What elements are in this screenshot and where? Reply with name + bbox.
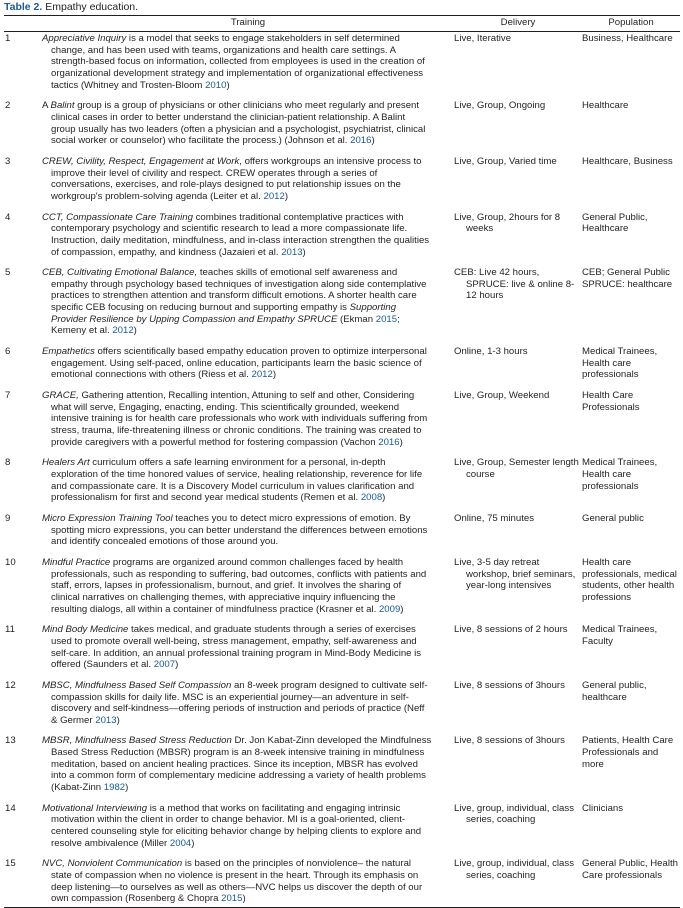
table-row [4, 513, 680, 557]
training-description [42, 32, 454, 101]
program-name: Empathetics [42, 346, 95, 358]
description-text: group is a group of physicians or other clinicians who meet regularly and present clinical cases in order to better understand the clinician-patient relationship. A Balint group usually has two leaders (often a physician and a psychologist, psychiatrist, clinical social worker or counselor) who facilitate the process.) (Johnson et al. [51, 100, 426, 147]
description-text: A [42, 100, 51, 112]
training-description [42, 212, 454, 268]
program-name: Mind Body Medicine [42, 624, 129, 636]
description-text: ) [133, 325, 137, 337]
table-row [4, 212, 680, 268]
delivery-cell [454, 212, 582, 268]
description-text: ) [371, 135, 375, 147]
citation-link[interactable]: 2007 [153, 659, 176, 671]
description-text: is a model that seeks to engage stakeholders in self determined change, and has been used with teams, organizations and health care settings. A strength-based focus on information, collected from employees is used in the creation of organizational development strategy and implementation of organizational effectiveness tactics (Whitney and Trosten-Bloom [51, 33, 425, 91]
row-number: 10 [5, 556, 16, 568]
description-text: ) [272, 369, 277, 381]
row-number: 6 [5, 346, 11, 358]
delivery-text: Live, 8 sessions of 2 hours [454, 624, 568, 636]
description-text: ) [399, 436, 403, 448]
citation-link[interactable]: 2008 [360, 492, 383, 504]
row-number: 12 [5, 679, 16, 691]
program-name: Motivational Interviewing [42, 802, 148, 814]
description-text: Gathering attention, Recalling intention, Attuning to self and other, Considering what will serve, Engaging, enacting, ending. This scientifically grounded, weekend intensive training is for health care professionals who work with individuals suffering from stress, trauma, life-threatening illness or chronic conditions. The training was created to provide caregivers with a powerful method for fostering compassion (Vachon [51, 390, 428, 448]
population-cell: General Public, Healthcare [582, 211, 648, 235]
table-row [4, 156, 680, 212]
delivery-cell [454, 735, 582, 802]
header-delivery: Delivery [500, 17, 536, 28]
delivery-cell [454, 457, 582, 513]
program-name: Appreciative Inquiry [42, 33, 127, 44]
row-number: 7 [5, 390, 11, 402]
training-description [42, 267, 454, 346]
population-cell: Medical Trainees, Health care professionals [582, 457, 658, 492]
population-cell: Medical Trainees, Health care professionals [582, 346, 658, 381]
description-text: ) [175, 659, 179, 671]
description-text: combines traditional contemplative practices with contemporary psychology and scientific research to lead a more compassionate life. Instruction, daily meditation, mindfulness, and in-class interaction strengthen the qualities of compassion, empathy, and kindness (Jazaieri et al. [51, 211, 430, 258]
row-number: 4 [5, 211, 11, 223]
table-row [4, 557, 680, 624]
table-body [4, 32, 680, 908]
delivery-text: CEB: Live 42 hours, SPRUCE: live & online 8-12 hours [454, 267, 575, 302]
table-row [4, 457, 680, 513]
training-description [42, 156, 454, 212]
table-row [4, 32, 680, 101]
population-cell: Business, Healthcare [582, 33, 673, 44]
population-cell: CEB; General Public SPRUCE: healthcare [582, 267, 673, 290]
row-number: 15 [5, 858, 16, 870]
delivery-text: Live, Group, Semester length course [454, 457, 579, 480]
population-cell: Healthcare [582, 100, 629, 112]
row-number: 5 [5, 267, 11, 279]
delivery-text: Live, Group, 2hours for 8 weeks [454, 211, 561, 235]
description-text: curriculum offers a safe learning environment for a personal, in-depth exploration of the time honored values of service, healing relationship, reverence for life and compassionate care. It is a Discovery Model curriculum in values clarification and professionalism for first and second year medical students (Remen et al. [51, 457, 423, 504]
delivery-text: Live, 3-5 day retreat workshop, brief seminars, year-long intensives [454, 556, 576, 592]
training-description [42, 858, 454, 907]
description-text: ) [226, 79, 230, 91]
population-cell: General public, healthcare [582, 679, 647, 703]
row-number: 1 [5, 33, 11, 44]
population-cell: General Public, Health Care professionals [582, 858, 678, 882]
delivery-text: Live, group, individual, class series, coaching [454, 802, 574, 826]
population-cell: General public [582, 512, 644, 524]
description-text: programs are organized around common challenges faced by health professionals, such as responding to suffering, bad outcomes, conflicts with patients and staff, errors, lapses in professionalism, burnout, and grief. It involves the sharing of clinical narratives on challenging themes, with appreciative inquiry influencing the resulting dialogs, all within a container of mindfulness practice (Krasner et al. [51, 556, 427, 615]
delivery-text: Live, Group, Varied time [454, 155, 557, 167]
delivery-cell [454, 624, 582, 680]
description-text: ) [125, 782, 129, 794]
program-name: CREW, Civility, Respect, Engagement at Work [42, 155, 240, 167]
row-number: 9 [5, 512, 11, 524]
table-row [4, 624, 680, 680]
delivery-cell [454, 156, 582, 212]
table-caption-label: Table 2. [4, 1, 43, 13]
delivery-text: Live, 8 sessions of 3hours [454, 679, 565, 691]
training-description [42, 735, 454, 802]
description-text: ) [191, 837, 195, 849]
description-text: ) [284, 190, 289, 202]
delivery-text: Live, Group, Ongoing [454, 100, 546, 112]
training-description [42, 680, 454, 736]
description-text: ; Kemeny et al. [51, 313, 400, 337]
citation-link[interactable]: 2010 [205, 79, 227, 91]
citation-link[interactable]: 2004 [169, 837, 192, 849]
row-number: 3 [5, 155, 11, 167]
training-description [42, 557, 454, 624]
table-row [4, 803, 680, 859]
program-name: Mindful Practice [42, 556, 111, 568]
delivery-text: Live, Iterative [454, 33, 512, 44]
table-row [4, 346, 680, 390]
description-text: an 8-week program designed to cultivate self-compassion skills for daily life. MSC is an experiential journey—an adventure in self-discovery and self-kindness—offering periods of instruction and periods of practice (Neff & Germer [51, 679, 428, 726]
table-header-row [4, 16, 680, 32]
training-description [42, 346, 454, 390]
description-text: takes medical, and graduate students through a series of exercises used to promote overall well-being, stress management, empathy, self-awareness and self-care. In addition, an annual professional training program in Mind-Body Medicine is offered (Saunders et al. [51, 624, 422, 671]
program-name: MBSR, Mindfulness Based Stress Reduction [42, 735, 232, 747]
citation-link[interactable]: 2015 [221, 893, 243, 905]
description-text: (Ekman [337, 313, 376, 325]
training-description [42, 803, 454, 859]
program-name: CCT, Compassionate Care Training [42, 211, 193, 223]
population-cell: Health Care Professionals [582, 390, 640, 413]
empathy-education-table [4, 15, 680, 908]
training-description [42, 457, 454, 513]
row-number: 14 [5, 802, 16, 814]
delivery-cell [454, 513, 582, 557]
table-row [4, 858, 680, 907]
citation-link[interactable]: 2012 [263, 190, 285, 202]
delivery-cell [454, 557, 582, 624]
delivery-cell [454, 32, 582, 101]
population-cell: Clinicians [582, 802, 624, 814]
table-caption-text: Empathy education. [45, 1, 139, 13]
description-text: ) [382, 492, 386, 504]
description-text: teaches you to detect micro expressions of emotion. By spotting micro expressions, you can better understand the differences between emotions and identify concealed emotions of those around you. [51, 512, 428, 548]
citation-link[interactable]: 2016 [350, 135, 372, 147]
delivery-cell [454, 858, 582, 907]
table-caption [4, 0, 680, 15]
description-text: ) [116, 714, 120, 726]
citation-link[interactable]: 2015 [375, 313, 398, 325]
description-text: offers scientifically based empathy education proven to optimize interpersonal engagement. Using self-paced, online education, participants learn the basic science of emotional connections with others (Riess et al. [51, 346, 427, 381]
program-name: Healers Art [42, 457, 90, 469]
description-text: teaches skills of emotional self awareness and empathy through psychology based techniques of investigation along side contemplative practices to strengthen attention and transform difficult emotions. A shorter health care specific CEB focusing on reducing burnout and supporting empathy is [51, 267, 427, 314]
population-cell: Health care professionals, medical students, other health professions [582, 556, 677, 603]
citation-link[interactable]: 2009 [378, 603, 401, 615]
program-name: CEB, Cultivating Emotional Balance, [42, 267, 198, 279]
row-number: 13 [5, 735, 16, 747]
delivery-cell [454, 803, 582, 859]
program-name: Balint [50, 100, 75, 112]
description-text: , offers workgroups an intensive process to improve their level of civility and respect. CREW operates through a series of conversations, exercises, and role-plays designed to put relationship issues on the workgroup's problem-solving agenda (Leiter et al. [51, 155, 422, 202]
citation-link[interactable]: 2016 [378, 436, 400, 448]
program-name: MBSC, Mindfulness Based Self Compassion [42, 679, 232, 691]
delivery-cell [454, 680, 582, 736]
table-row [4, 100, 680, 156]
program-name: GRACE, [42, 390, 79, 402]
description-text: is based on the principles of nonviolence– the natural state of compassion when no violence is present in the heart. Through its emphasis on deep listening—to ourselves as well as others—NVC helps us discover the depth of our own compassion (Rosenberg & Chopra [51, 858, 423, 905]
citation-link[interactable]: 2012 [251, 369, 273, 381]
citation-link[interactable]: 2013 [95, 714, 117, 726]
header-number [4, 16, 42, 32]
population-cell: Healthcare, Business [582, 155, 673, 167]
description-text: ) [400, 603, 404, 615]
row-number: 2 [5, 100, 11, 112]
table-row [4, 267, 680, 346]
delivery-cell [454, 100, 582, 156]
program-name: NVC, Nonviolent Communication [42, 858, 183, 870]
delivery-cell [454, 390, 582, 457]
header-training: Training [230, 17, 266, 28]
citation-link[interactable]: 2013 [281, 246, 303, 258]
delivery-cell [454, 267, 582, 346]
population-cell: Patients, Health Care Professionals and more [582, 735, 674, 770]
delivery-text: Live, 8 sessions of 3hours [454, 735, 565, 747]
description-text: ) [242, 893, 246, 905]
delivery-text: Online, 75 minutes [454, 512, 534, 524]
delivery-text: Live, group, individual, class series, coaching [454, 858, 574, 882]
delivery-text: Live, Group, Weekend [454, 390, 550, 402]
training-description [42, 100, 454, 156]
row-number: 8 [5, 457, 11, 469]
row-number: 11 [5, 624, 15, 636]
description-text: ) [302, 246, 306, 258]
training-description [42, 513, 454, 557]
citation-link[interactable]: 1982 [103, 782, 126, 794]
delivery-cell [454, 346, 582, 390]
delivery-text: Online, 1-3 hours [454, 346, 528, 358]
training-description [42, 624, 454, 680]
description-text: Dr. Jon Kabat-Zinn developed the Mindfulness Based Stress Reduction (MBSR) program is an 8-week intensive training in mindfulness meditation, based on ancient healing practices. Since its inception, MBSR has evolved into a common form of complementary medicine addressing a variety of health problems (Kabat-Zinn [51, 735, 432, 794]
citation-link[interactable]: 2012 [112, 325, 134, 337]
program-name: Supporting Provider Resilience by Upping Compassion and Empathy SPRUCE [51, 302, 397, 325]
header-population: Population [608, 17, 654, 28]
program-name: Micro Expression Training Tool [42, 512, 173, 524]
table-row [4, 735, 680, 802]
training-description [42, 390, 454, 457]
description-text: is a method that works on facilitating and engaging intrinsic motivation within the client in order to change behavior. MI is a goal-oriented, client-centered counseling style for eliciting behavior change by helping clients to explore and resolve ambivalence (Miller [51, 802, 422, 849]
table-row [4, 390, 680, 457]
table-row [4, 680, 680, 736]
population-cell: Medical Trainees, Faculty [582, 624, 658, 647]
